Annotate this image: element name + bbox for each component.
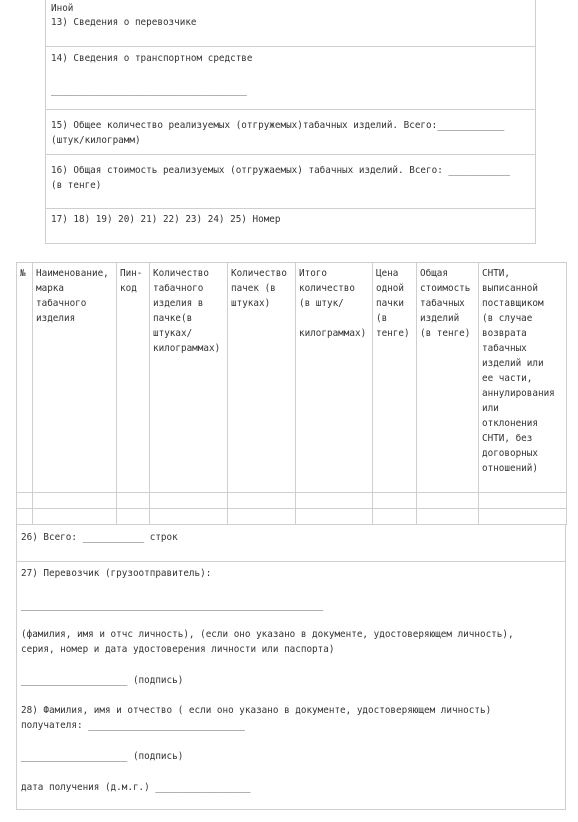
section-16 — [46, 154, 535, 209]
table-cell — [417, 509, 479, 525]
section-17-25 — [46, 208, 535, 244]
table-cell — [228, 493, 296, 509]
signatures-box — [16, 525, 566, 810]
section-14-label: 14) Сведения о транспортном средстве — [51, 53, 253, 64]
section-28-line1: 28) Фамилия, имя и отчество ( если оно указано в документе, удостоверяющем личность) — [21, 705, 492, 716]
table-cell — [33, 509, 117, 525]
section-14 — [46, 46, 535, 109]
section-16-line1: 16) Общая стоимость реализуемых (отгружаемых) табачных изделий. Всего: ___________ — [51, 165, 510, 176]
table-cell — [479, 493, 567, 509]
divider — [17, 561, 565, 562]
col-header-pack-count: Количество пачек (в штуках) — [228, 263, 296, 493]
table-header-row — [17, 263, 567, 493]
table-cell — [150, 509, 228, 525]
section-17-25-label: 17) 18) 19) 20) 21) 22) 23) 24) 25) Номер — [51, 214, 281, 225]
col-header-snti: СНТИ, выписанной поставщиком (в случае возврата табачных изделий или ее части, аннулирования или отклонения СНТИ, без договорных отношений) — [479, 263, 567, 493]
table-cell — [373, 509, 417, 525]
tobacco-products-table — [16, 262, 567, 525]
section-27-label: 27) Перевозчик (грузоотправитель): — [21, 568, 212, 579]
table-cell — [417, 493, 479, 509]
section-13-prefix: Иной — [51, 3, 74, 14]
table-cell — [296, 509, 373, 525]
receipt-date-line: дата получения (д.м.г.) _________________ — [21, 782, 251, 793]
section-27-note-line2: серия, номер и дата удостоверения личности или паспорта) — [21, 644, 335, 655]
table-cell — [373, 493, 417, 509]
table-cell — [228, 509, 296, 525]
col-header-pack-price: Цена одной пачки (в тенге) — [373, 263, 417, 493]
section-15 — [46, 109, 535, 155]
table-cell — [17, 509, 33, 525]
table-cell — [117, 493, 150, 509]
table-cell — [150, 493, 228, 509]
section-27-signature: ___________________ (подпись) — [21, 675, 184, 686]
section-13-label: 13) Сведения о перевозчике — [51, 17, 197, 28]
section-26-total: 26) Всего: ___________ строк — [21, 532, 178, 543]
table-cell — [33, 493, 117, 509]
table-cell — [17, 493, 33, 509]
col-header-number: № — [17, 263, 33, 493]
section-27-blank: ______________________________________________________ — [21, 600, 324, 611]
section-14-blank: ___________________________________ — [51, 85, 247, 96]
col-header-name: Наименование, марка табачного изделия — [33, 263, 117, 493]
table-cell — [296, 493, 373, 509]
carrier-info-box — [45, 0, 536, 244]
col-header-total-qty: Итого количество (в штук/ килограммах) — [296, 263, 373, 493]
section-15-line2: (штук/килограмм) — [51, 135, 141, 146]
table-row — [17, 509, 567, 525]
section-27-note-line1: (фамилия, имя и отчс личность), (если оно указано в документе, удостоверяющем личность), — [21, 629, 514, 640]
section-28-line2: получателя: ____________________________ — [21, 720, 245, 731]
col-header-pin-code: Пин- код — [117, 263, 150, 493]
table-cell — [117, 509, 150, 525]
col-header-total-cost: Общая стоимость табачных изделий (в тенге) — [417, 263, 479, 493]
section-15-line1: 15) Общее количество реализуемых (отгружемых)табачных изделий. Всего:____________ — [51, 120, 505, 131]
col-header-qty-in-pack: Количество табачного изделия в пачке(в штуках/ килограммах) — [150, 263, 228, 493]
section-28-signature: ___________________ (подпись) — [21, 751, 184, 762]
table-cell — [479, 509, 567, 525]
section-16-line2: (в тенге) — [51, 180, 102, 191]
table-row — [17, 493, 567, 509]
